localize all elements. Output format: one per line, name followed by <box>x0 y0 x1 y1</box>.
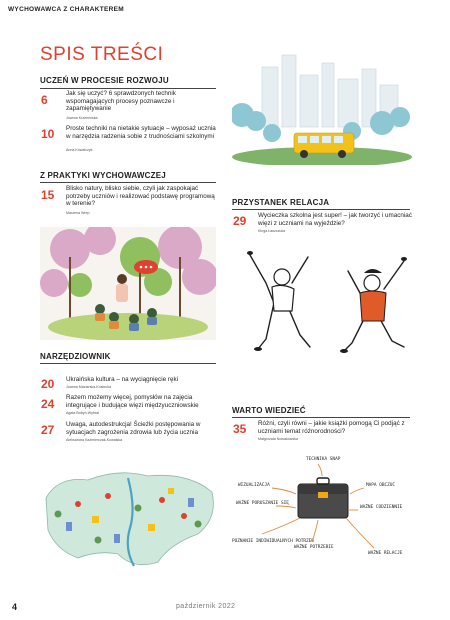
toolbox-label: POZNANIE INDIWIDUALNYCH POTRZEB <box>232 539 314 544</box>
toc-page-number: 27 <box>41 423 55 437</box>
toc-entry-title[interactable]: Ukraińska kultura – na wyciągnięcie ręki <box>66 376 178 383</box>
magazine-header: WYCHOWAWCA Z CHARAKTEREM <box>8 6 125 13</box>
toc-entry-title[interactable]: Blisko natury, blisko siebie, czyli jak zaspokajać potrzeby uczniów i realizować podstawę programową w terenie? <box>66 185 215 208</box>
forest-class-illustration <box>40 227 216 340</box>
toolbox-label: WAŻNE PORUSZANIE SIĘ <box>236 501 289 506</box>
toc-entry-author: Aleksandra Kaźmierczak-Kowalska <box>66 438 123 442</box>
section-rule <box>40 88 216 89</box>
toolbox-label: WAŻNE POTRZEBIE <box>294 545 334 550</box>
page-title: SPIS TREŚCI <box>40 44 164 65</box>
toolbox-label: WIZUALIZACJA <box>238 483 270 488</box>
toc-entry-title[interactable]: Proste techniki na nietakie sytuacje – wyposaż ucznia w narzędzia radzenia sobie z trudnościami szkolnymi <box>66 125 216 140</box>
toc-page-number: 15 <box>41 188 55 202</box>
section-rule <box>232 209 410 210</box>
page-number: 4 <box>12 602 18 612</box>
toc-entry-title[interactable]: Uwaga, autodestrukcja! Ścieżki postępowania w sytuacjach zagrożenia zdrowia lub życia ucznia <box>66 421 201 436</box>
toc-entry-author: Kinga Łaszczuka <box>258 229 286 233</box>
toc-entry-title[interactable]: Jak się uczyć? 6 sprawdzonych technik wspomagających procesy poznawcze i zapamiętywanie <box>66 90 176 113</box>
city-bus-illustration <box>232 45 412 165</box>
section-title-narzedziownik: NARZĘDZIOWNIK <box>40 352 111 361</box>
toc-entry-title[interactable]: Razem możemy więcej, pomysłów na zajęcia integrujące i budujące więzi międzyuczniowskie <box>66 394 199 409</box>
toc-page-number: 24 <box>41 397 55 411</box>
toolbox-diagram <box>232 450 414 576</box>
toc-entry-author: Agata Bobyń-Wybrał <box>66 411 99 415</box>
toolbox-label: TECHNIKA SNAP <box>306 457 341 462</box>
section-title-wiedza: WARTO WIEDZIEĆ <box>232 406 306 415</box>
toc-entry-title[interactable]: Wycieczka szkolna jest super! – jak tworzyć i umacniać więzi z uczniami na wyjeździe? <box>258 212 412 227</box>
teacher-figure <box>116 274 128 302</box>
section-title-praktyki: Z PRAKTYKI WYCHOWAWCZEJ <box>40 171 166 180</box>
ukraine-map-illustration <box>38 458 220 576</box>
toolbox-label: MAPA OBCZUĆ <box>366 483 396 488</box>
section-rule <box>40 363 216 364</box>
section-rule <box>232 417 410 418</box>
toc-page-number: 20 <box>41 377 55 391</box>
toc-page-number: 10 <box>41 127 55 141</box>
section-title-uczen: UCZEŃ W PROCESIE ROZWOJU <box>40 76 169 85</box>
section-title-relacja: PRZYSTANEK RELACJA <box>232 198 330 207</box>
toc-entry-author: Joanna Maziarska-Kostecka <box>66 385 112 389</box>
toolbox-label: WAŻNE CODZIENNIE <box>360 505 403 510</box>
toc-entry-author: Anna Kowalczyk <box>66 148 93 152</box>
speech-bubble-icon <box>134 260 158 274</box>
toolbox-label: WAŻNE RELACJE <box>368 551 403 556</box>
toc-entry-author: Marzena Wrep <box>66 211 90 215</box>
toc-entry-author: Małgorzata Nowakowska <box>258 437 298 441</box>
toc-page-number: 6 <box>41 93 48 107</box>
jumping-kids-illustration <box>236 243 412 353</box>
toc-page-number: 35 <box>233 422 247 436</box>
toc-page-number: 29 <box>233 214 247 228</box>
toolbox-icon <box>298 478 348 518</box>
section-rule <box>40 182 216 183</box>
toc-entry-title[interactable]: Różni, czyli równi – jakie książki pomogą Ci podjąć z uczniami temat różnorodności? <box>258 420 405 435</box>
toc-entry-author: Joanna Krzemińska <box>66 116 98 120</box>
issue-date: październik 2022 <box>176 603 236 610</box>
